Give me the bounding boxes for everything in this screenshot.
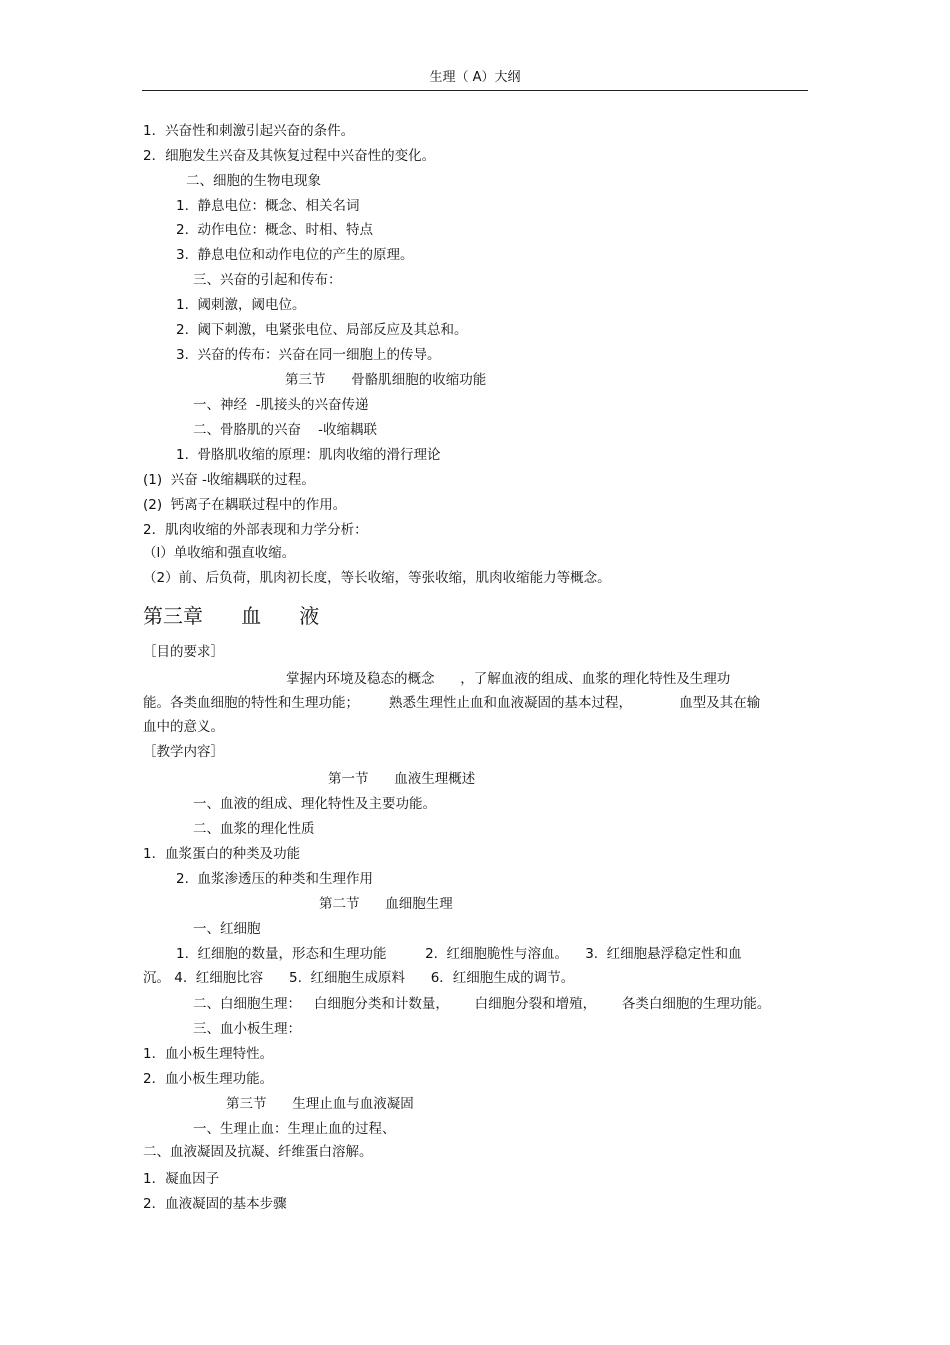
text-line: (2) 钙离子在耦联过程中的作用。 xyxy=(143,497,347,513)
section-heading: 二、骨胳肌的兴奋 -收缩耦联 xyxy=(193,422,378,438)
section-heading: 一、血液的组成、理化特性及主要功能。 xyxy=(193,796,436,812)
text-line: 沉。 4. 红细胞比容 5. 红细胞生成原料 6．红细胞生成的调节。 xyxy=(143,970,575,986)
header-rule xyxy=(142,90,808,91)
subsection-label: ［目的要求］ xyxy=(143,644,224,660)
section-title: 第三节 生理止血与血液凝固 xyxy=(226,1096,414,1112)
section-title: 第二节 血细胞生理 xyxy=(319,896,453,912)
text-line: （2）前、后负荷，肌肉初长度，等长收缩，等张收缩，肌肉收缩能力等概念。 xyxy=(143,570,611,586)
section-heading: 三、兴奋的引起和传布： xyxy=(193,272,342,288)
text-line: （l）单收缩和强直收缩。 xyxy=(143,545,296,561)
section-title: 第一节 血液生理概述 xyxy=(328,771,476,787)
text-line: 2. 动作电位：概念、时相、特点 xyxy=(176,222,373,238)
section-heading: 三、血小板生理： xyxy=(193,1021,301,1037)
text-line: 1. 骨胳肌收缩的原理：肌肉收缩的滑行理论 xyxy=(176,447,441,463)
text-line: 2．血小板生理功能。 xyxy=(143,1071,274,1087)
text-line: 2．血液凝固的基本步骤 xyxy=(143,1196,287,1212)
text-line: 1．血小板生理特性。 xyxy=(143,1046,274,1062)
paragraph-line: 掌握内环境及稳态的概念 ，了解血液的组成、血浆的理化特性及生理功 xyxy=(286,671,731,687)
section-heading: 二、细胞的生物电现象 xyxy=(186,173,321,189)
text-line: 1．血浆蛋白的种类及功能 xyxy=(143,846,301,862)
subsection-label: ［教学内容］ xyxy=(143,744,224,760)
text-line: 1．凝血因子 xyxy=(143,1171,220,1187)
paragraph-line: 血中的意义。 xyxy=(143,719,224,735)
text-line: 3. 兴奋的传布：兴奋在同一细胞上的传导。 xyxy=(176,347,441,363)
text-line: 1. 红细胞的数量，形态和生理功能 2. 红细胞脆性与溶血。 3. 红细胞悬浮稳定性和血 xyxy=(176,946,742,962)
page-header: 生理（ A）大纲 xyxy=(429,70,521,85)
chapter-title: 第三章 血 液 xyxy=(143,604,320,628)
paragraph-line: 能。各类血细胞的特性和生理功能； 熟悉生理性止血和血液凝固的基本过程， 血型及其在输 xyxy=(143,695,761,711)
text-line: 3. 静息电位和动作电位的产生的原理。 xyxy=(176,247,414,263)
section-heading: 一、神经 -肌接头的兴奋传递 xyxy=(193,397,369,413)
section-heading: 二、白细胞生理： 白细胞分类和计数量， 白细胞分裂和增殖， 各类白细胞的生理功能。 xyxy=(193,996,771,1012)
text-line: 1. 阈刺激，阈电位。 xyxy=(176,297,306,313)
text-line: (1) 兴奋 -收缩耦联的过程。 xyxy=(143,472,315,488)
text-line: 2. 血浆渗透压的种类和生理作用 xyxy=(176,871,373,887)
text-line: 1．兴奋性和刺激引起兴奋的条件。 xyxy=(143,123,355,139)
section-heading: 一、生理止血：生理止血的过程、 xyxy=(193,1121,396,1137)
text-line: 2．细胞发生兴奋及其恢复过程中兴奋性的变化。 xyxy=(143,148,436,164)
section-heading: 二、血浆的理化性质 xyxy=(193,821,315,837)
section-heading: 一、红细胞 xyxy=(193,921,261,937)
text-line: 2．肌肉收缩的外部表现和力学分析： xyxy=(143,522,368,538)
section-heading: 二、血液凝固及抗凝、纤维蛋白溶解。 xyxy=(143,1144,373,1160)
text-line: 1. 静息电位：概念、相关名词 xyxy=(176,198,360,214)
section-title: 第三节 骨骼肌细胞的收缩功能 xyxy=(285,372,487,388)
text-line: 2. 阈下刺激，电紧张电位、局部反应及其总和。 xyxy=(176,322,468,338)
